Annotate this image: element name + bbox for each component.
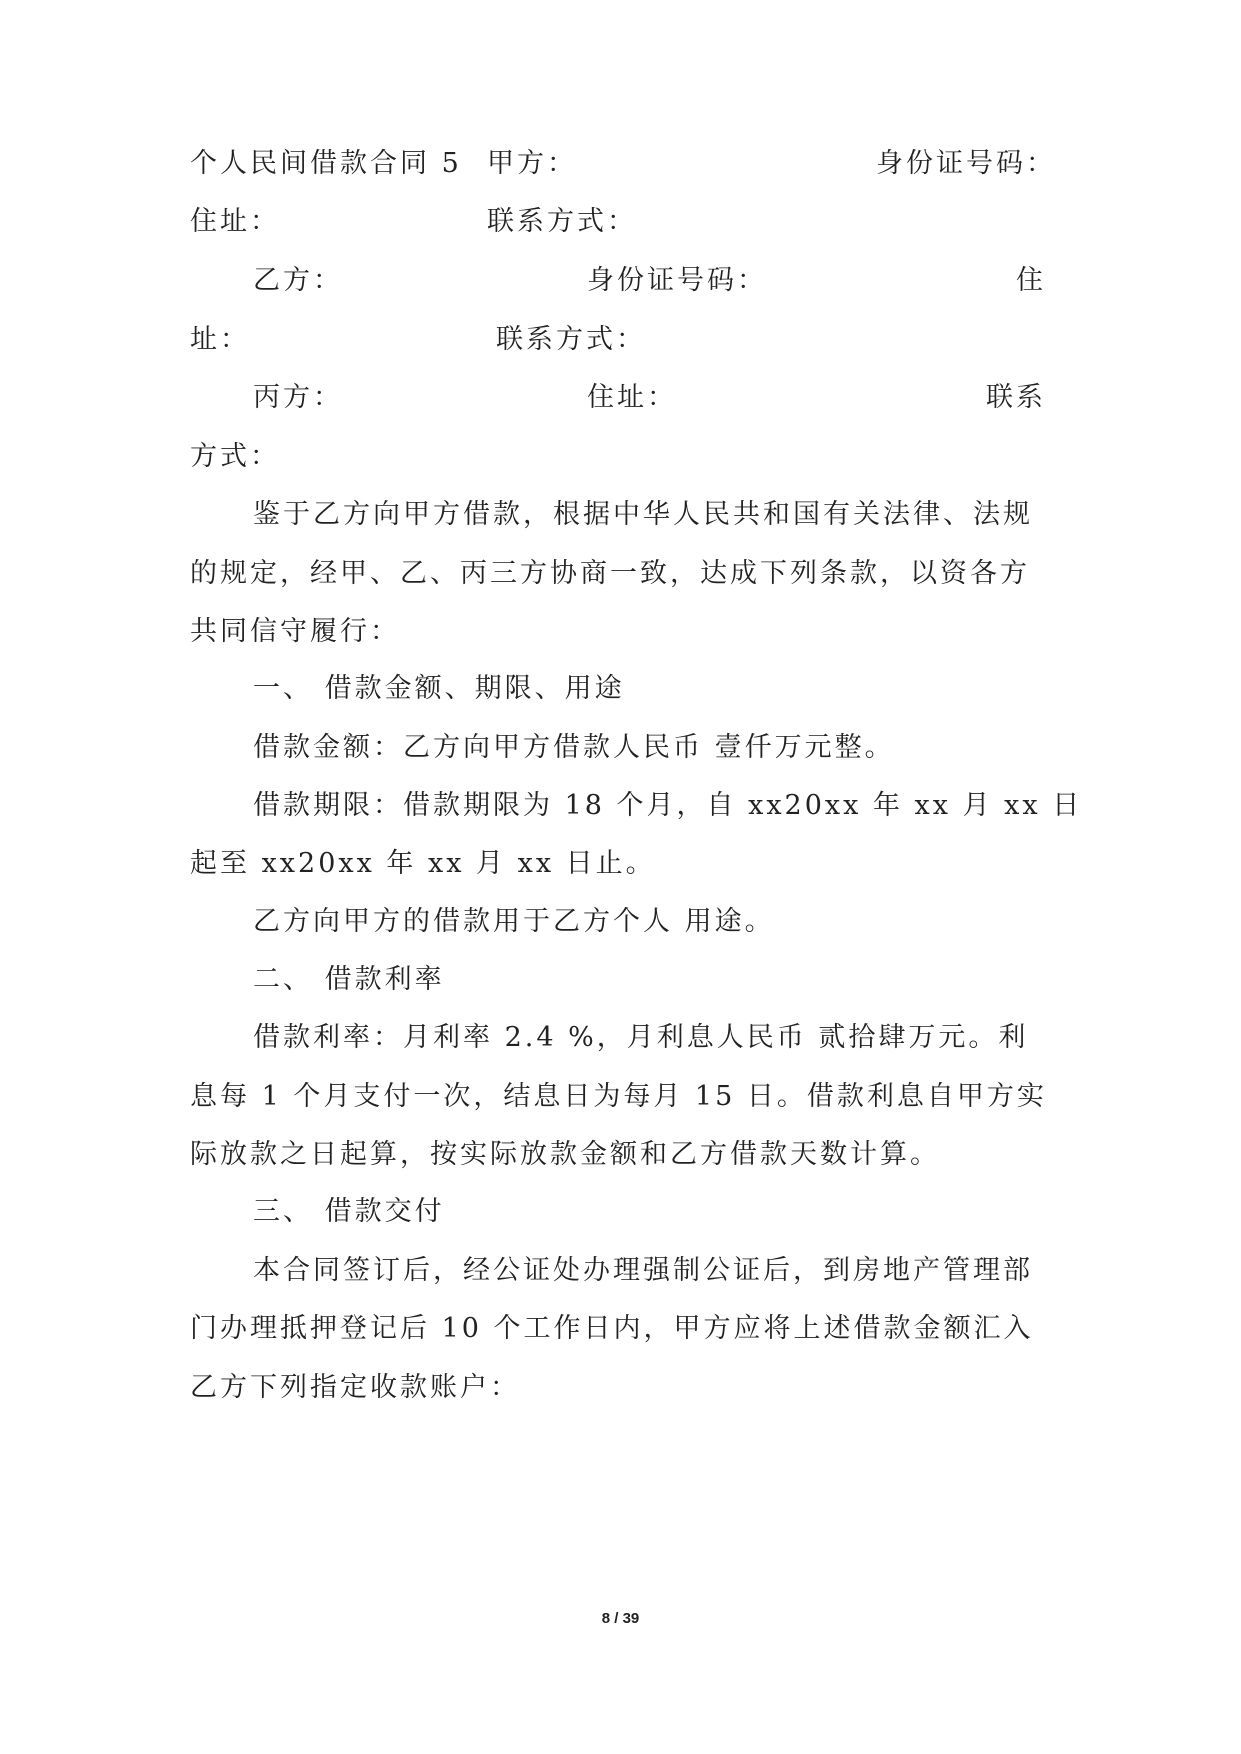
party-c-row-1	[190, 376, 1056, 420]
body-line: 际放款之日起算，按实际放款金额和乙方借款天数计算。	[190, 1139, 940, 1170]
body-line: 门办理抵押登记后 10 个工作日内，甲方应将上述借款金额汇入	[190, 1313, 1034, 1344]
party-a-address-label: 住址：	[190, 206, 280, 237]
body-line: 乙方下列指定收款账户：	[190, 1372, 520, 1403]
party-c-contact-label-part: 联系	[986, 382, 1046, 413]
party-c-row-2	[190, 435, 1056, 479]
document-title: 个人民间借款合同 5	[190, 148, 462, 179]
party-b-label: 乙方：	[253, 265, 343, 296]
body-line: 鉴于乙方向甲方借款，根据中华人民共和国有关法律、法规	[253, 499, 1033, 530]
header-row	[190, 142, 1056, 186]
body-line: 借款期限：借款期限为 18 个月，自 xx20xx 年 xx 月 xx 日	[253, 790, 1083, 821]
party-b-row-1	[190, 259, 1056, 303]
section-heading: 二、 借款利率	[253, 964, 445, 995]
body-line: 本合同签订后，经公证处办理强制公证后，到房地产管理部	[253, 1255, 1033, 1286]
party-c-address-label: 住址：	[587, 382, 677, 413]
body-line: 借款利率：月利率 2.4 %，月利息人民币 贰拾肆万元。利	[253, 1022, 1029, 1053]
body-line: 乙方向甲方的借款用于乙方个人 用途。	[253, 906, 775, 937]
party-c-contact-label-rest: 方式：	[190, 441, 280, 472]
party-a-row-2	[190, 200, 1056, 244]
party-b-row-2	[190, 318, 1056, 362]
body-line: 息每 1 个月支付一次，结息日为每月 15 日。借款利息自甲方实	[190, 1081, 1047, 1112]
body-line: 起至 xx20xx 年 xx 月 xx 日止。	[190, 848, 656, 879]
party-a-id-label: 身份证号码：	[876, 148, 1056, 179]
body-line: 共同信守履行：	[190, 616, 400, 647]
party-b-address-label-rest: 址：	[190, 324, 250, 355]
body-line: 借款金额：乙方向甲方借款人民币 壹仟万元整。	[253, 732, 895, 763]
party-c-label: 丙方：	[253, 382, 343, 413]
page-number: 8 / 39	[601, 1610, 640, 1627]
party-b-address-label-part: 住	[1016, 265, 1046, 296]
party-a-contact-label: 联系方式：	[487, 206, 637, 237]
section-heading: 三、 借款交付	[253, 1196, 445, 1227]
party-b-contact-label: 联系方式：	[496, 324, 646, 355]
party-a-label: 甲方：	[487, 148, 577, 179]
party-b-id-label: 身份证号码：	[587, 265, 767, 296]
section-heading: 一、 借款金额、期限、用途	[253, 673, 625, 704]
body-line: 的规定，经甲、乙、丙三方协商一致，达成下列条款，以资各方	[190, 558, 1030, 589]
